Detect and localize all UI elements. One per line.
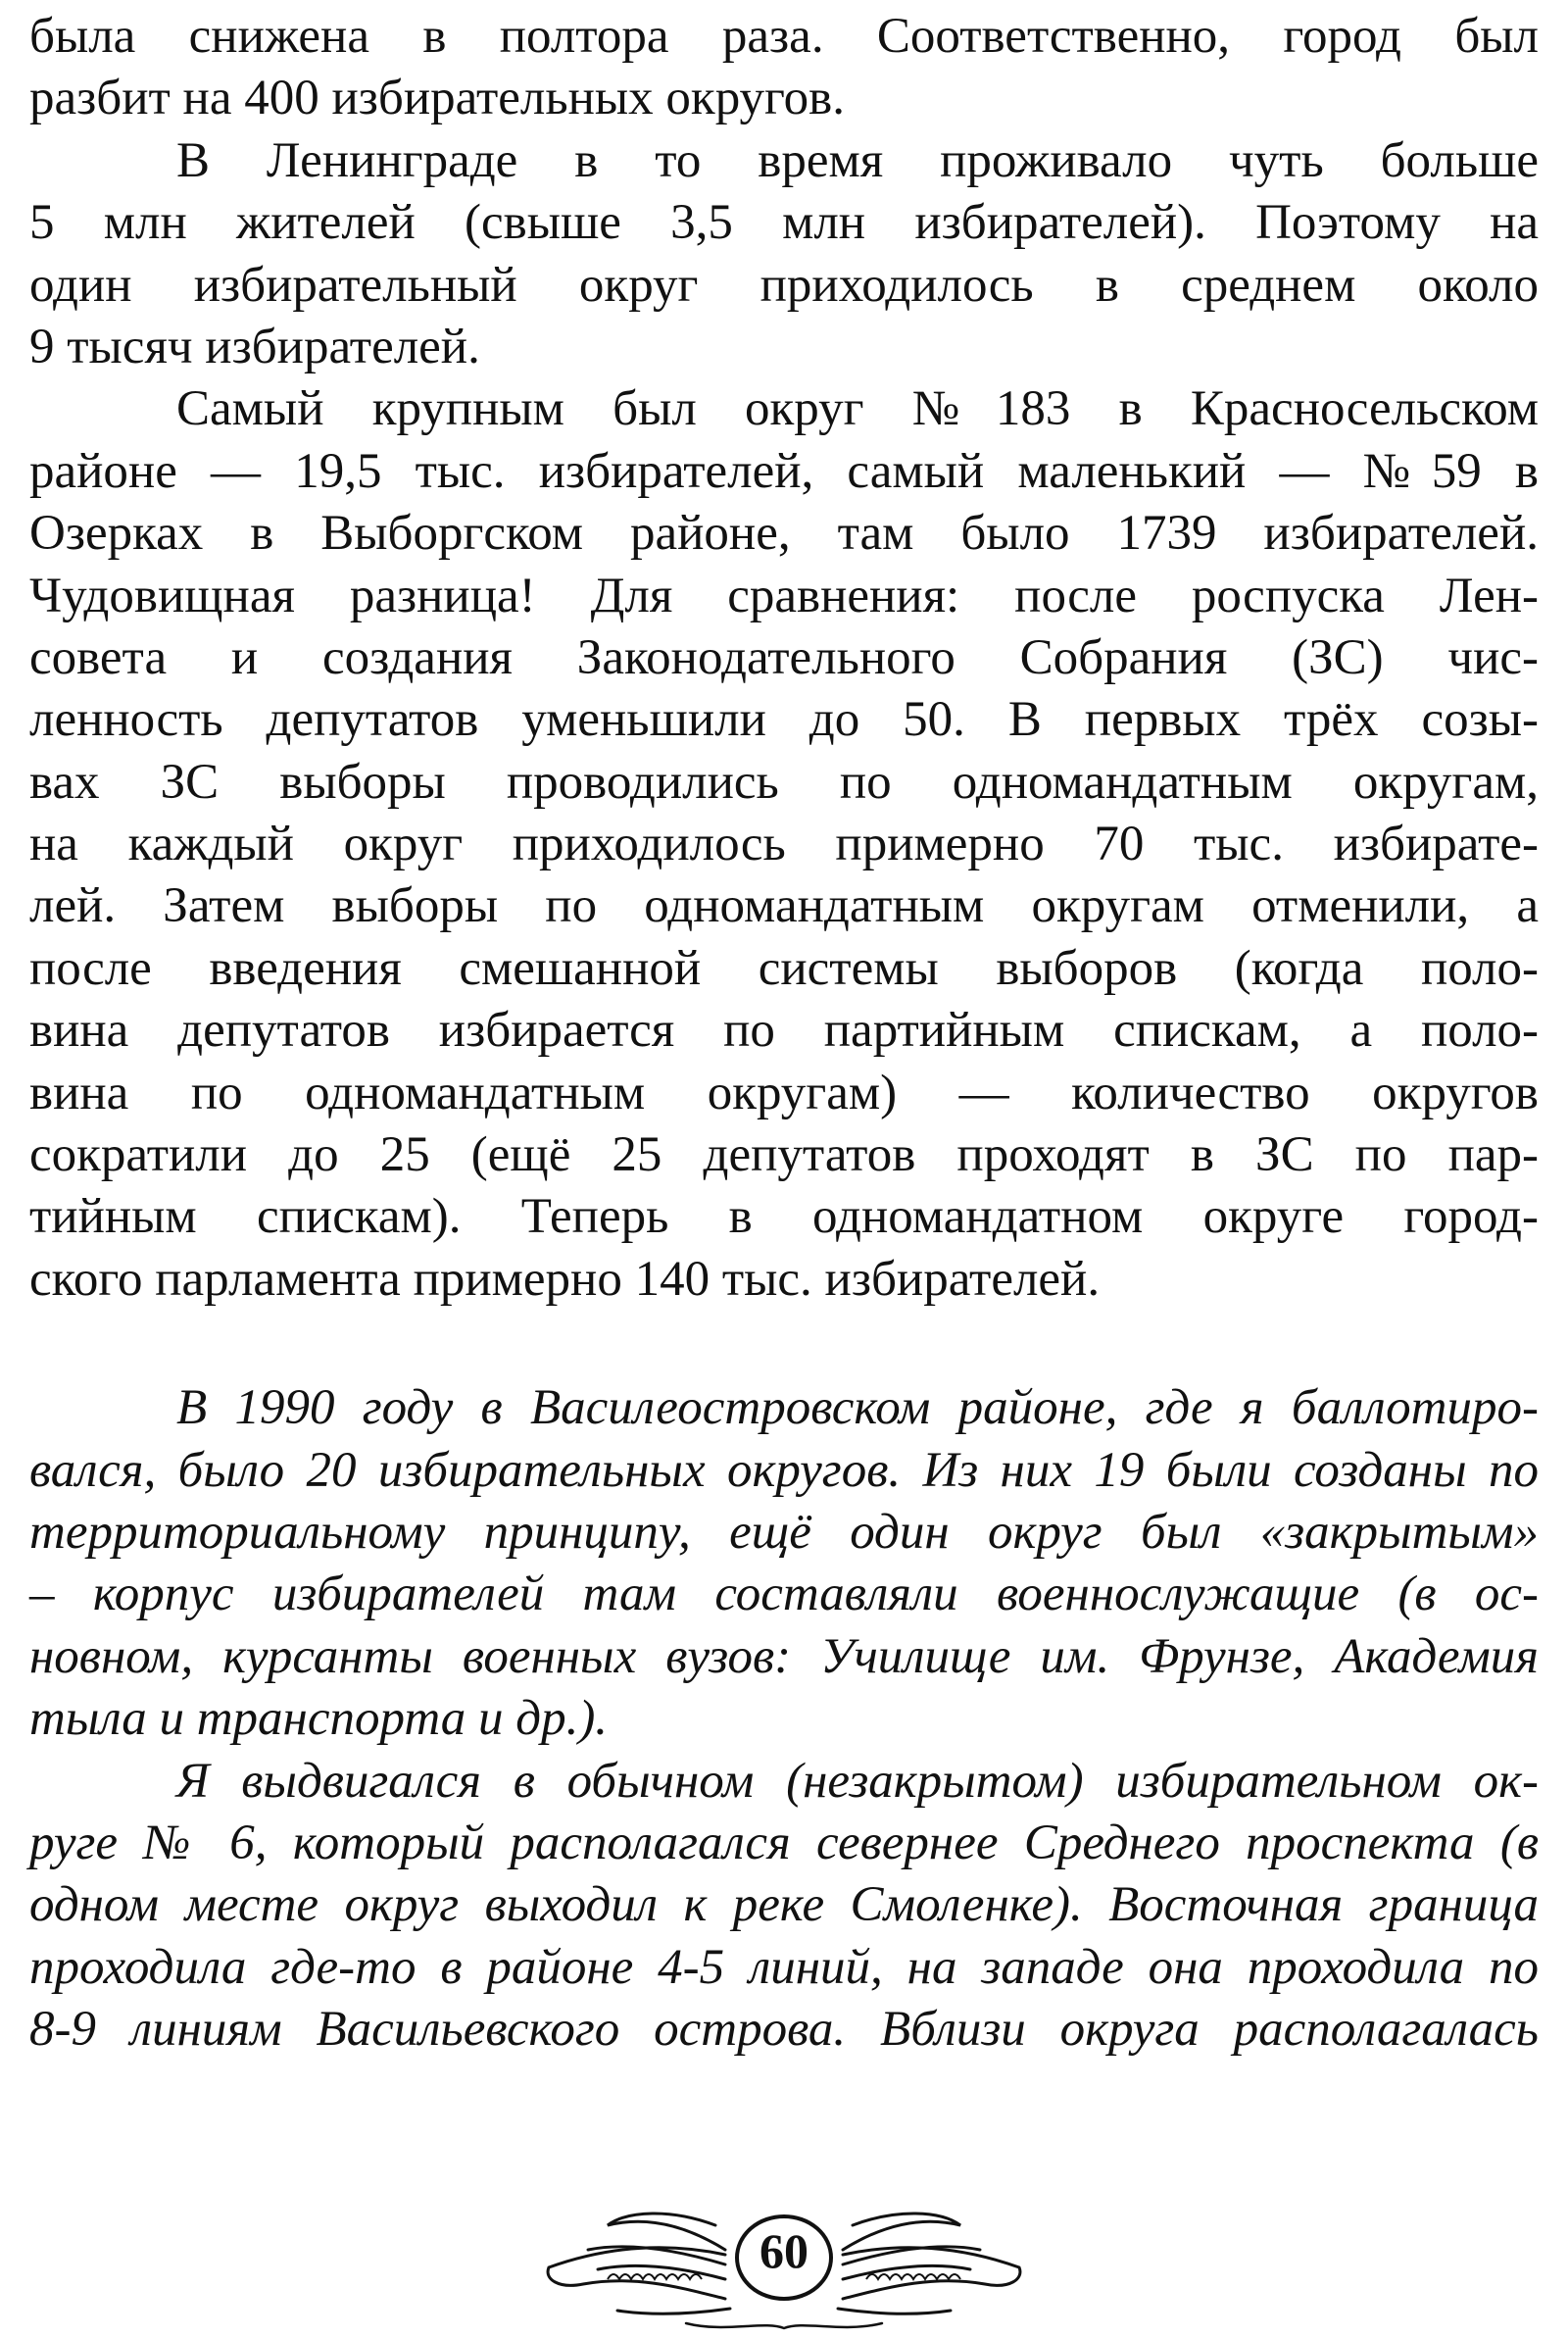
page-content (29, 6, 1539, 2062)
text-line: совета и создания Законодательного Собрания (ЗС) чис- (29, 629, 1539, 685)
text-line: вина депутатов избирается по партийным спискам, а поло- (29, 1003, 1539, 1059)
text-line: разбит на 400 избирательных округов. (29, 71, 846, 126)
text-line: Самый крупным был округ №183 в Красносельском (176, 381, 1539, 437)
text-line: Чудовищная разница! Для сравнения: после роспуска Лен- (29, 568, 1539, 623)
text-line: после введения смешанной системы выборов (когда поло- (29, 940, 1539, 996)
text-line: 5 млн жителей (свыше 3,5 млн избирателей). Поэтому на (29, 195, 1539, 251)
text-line: В 1990 году в Василеостровском районе, где я баллотиро- (176, 1380, 1539, 1436)
page-number: 60 (760, 2223, 808, 2278)
text-line: одном месте округ выходил к реке Смоленке). Восточная граница (29, 1877, 1539, 1933)
text-line: проходила где-то в районе 4-5 линий, на западе она проходила по (29, 1939, 1539, 1995)
quoted-recollection (29, 1377, 1539, 2061)
text-line: районе — 19,5 тыс. избирателей, самый маленький — №59 в (29, 443, 1539, 499)
paragraph (29, 1751, 1539, 2062)
text-line: лей. Затем выборы по одномандатным округам отменили, а (29, 878, 1539, 934)
text-line: ленность депутатов уменьшили до 50. В первых трёх созы- (29, 692, 1539, 748)
text-line: ского парламента примерно 140 тыс. избирателей. (29, 1251, 1101, 1307)
text-line: один избирательный округ приходилось в среднем около (29, 257, 1539, 313)
text-line: сократили до 25 (ещё 25 депутатов проходят в ЗС по пар- (29, 1127, 1539, 1183)
text-line: Озерках в Выборгском районе, там было 1739 избирателей. (29, 506, 1539, 562)
text-line: В Ленинграде в то время проживало чуть больше (176, 132, 1539, 188)
page-footer (0, 2181, 1568, 2338)
paragraph (29, 1377, 1539, 1750)
text-line: 9 тысяч избирателей. (29, 319, 480, 374)
paragraph (29, 378, 1539, 1311)
text-line: тийным спискам). Теперь в одномандатном округе город- (29, 1189, 1539, 1245)
text-line: руге № 6, который располагался севернее Среднего проспекта (в (29, 1815, 1539, 1870)
text-line: территориальному принципу, ещё один округ был «закрытым» (29, 1504, 1539, 1560)
text-line: тыла и транспорта и др.). (29, 1691, 609, 1747)
text-line: – корпус избирателей там составляли военнослужащие (в ос- (29, 1567, 1539, 1622)
text-line: вах ЗС выборы проводились по одномандатным округам, (29, 754, 1539, 810)
text-line: вался, было 20 избирательных округов. Из них 19 были созданы по (29, 1442, 1539, 1498)
paragraph (29, 130, 1539, 379)
text-line: на каждый округ приходилось примерно 70 тыс. избирате- (29, 817, 1539, 872)
text-line: Я выдвигался в обычном (незакрытом) избирательном ок- (176, 1753, 1539, 1809)
text-line: была снижена в полтора раза. Соответственно, город был (29, 9, 1539, 64)
text-line: новном, курсанты военных вузов: Училище им. Фрунзе, Академия (29, 1628, 1539, 1684)
body-text (29, 6, 1539, 1311)
text-line: вина по одномандатным округам) — количество округов (29, 1065, 1539, 1120)
paragraph (29, 6, 1539, 130)
text-line: 8-9 линиям Васильевского острова. Вблизи округа располагалась (29, 2002, 1539, 2058)
